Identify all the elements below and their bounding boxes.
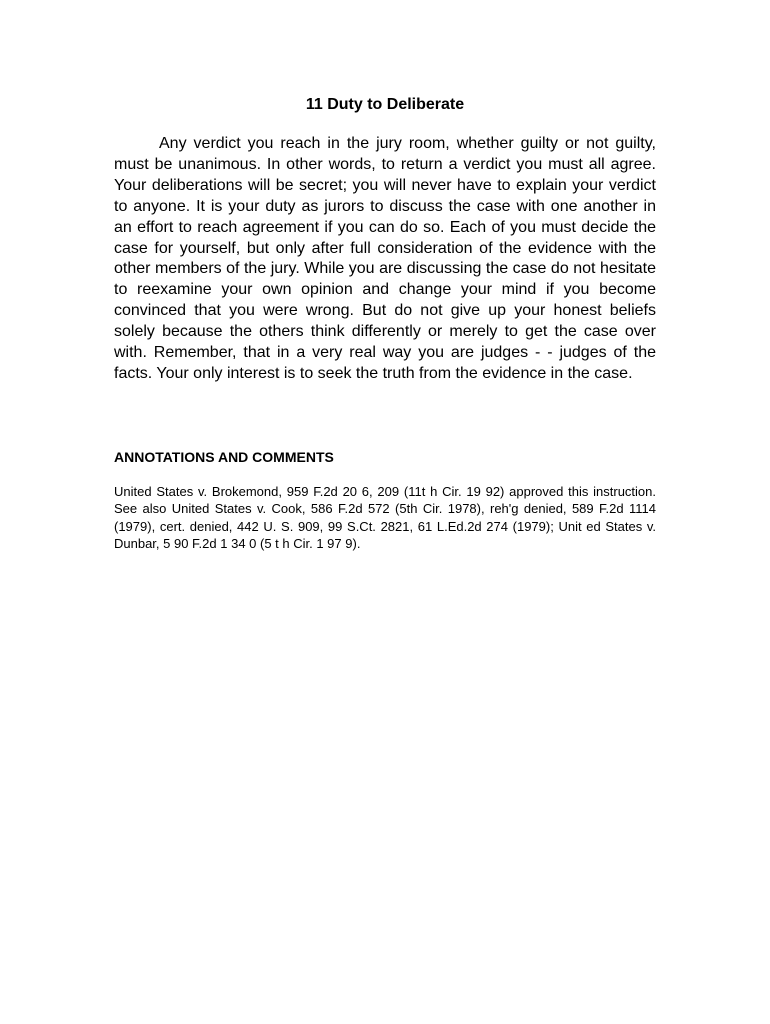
annotations-text: United States v. Brokemond, 959 F.2d 20 6, 209 (11t h Cir. 19 92) approved this instruction. See also United States v. Cook, 586 F.2d 572 (5th Cir. 1978), reh'g denied, 589 F.2d 1114 (1979), cert. denied, 442 U. S. 909, 99 S.Ct. 2821, 61 L.Ed.2d 274 (1979); Unit ed States v. Dunbar, 5 90 F.2d 1 34 0 (5 t h Cir. 1 97 9).: [114, 484, 656, 551]
page-title: 11 Duty to Deliberate: [305, 96, 465, 113]
instruction-body: Any verdict you reach in the jury room, whether guilty or not guilty, must be unanimous. In other words, to return a verdict you must all agree. Your deliberations will be secret; you will never have to explain your verdict to anyone. It is your duty as jurors to discuss the case with one another in an effort to reach agreement if you can do so. Each of you must decide the case for yourself, but only after full consideration of the evidence with the other members of the jury. While you are discussing the case do not hesitate to reexamine your own opinion and change your mind if you become convinced that you were wrong. But do not give up your honest beliefs solely because the others think differently or merely to get the case over with. Remember, that in a very real way you are judges - - judges of the facts. Your only interest is to seek the truth from the evidence in the case.: [114, 135, 656, 382]
annotations-heading: ANNOTATIONS AND COMMENTS: [114, 449, 334, 465]
